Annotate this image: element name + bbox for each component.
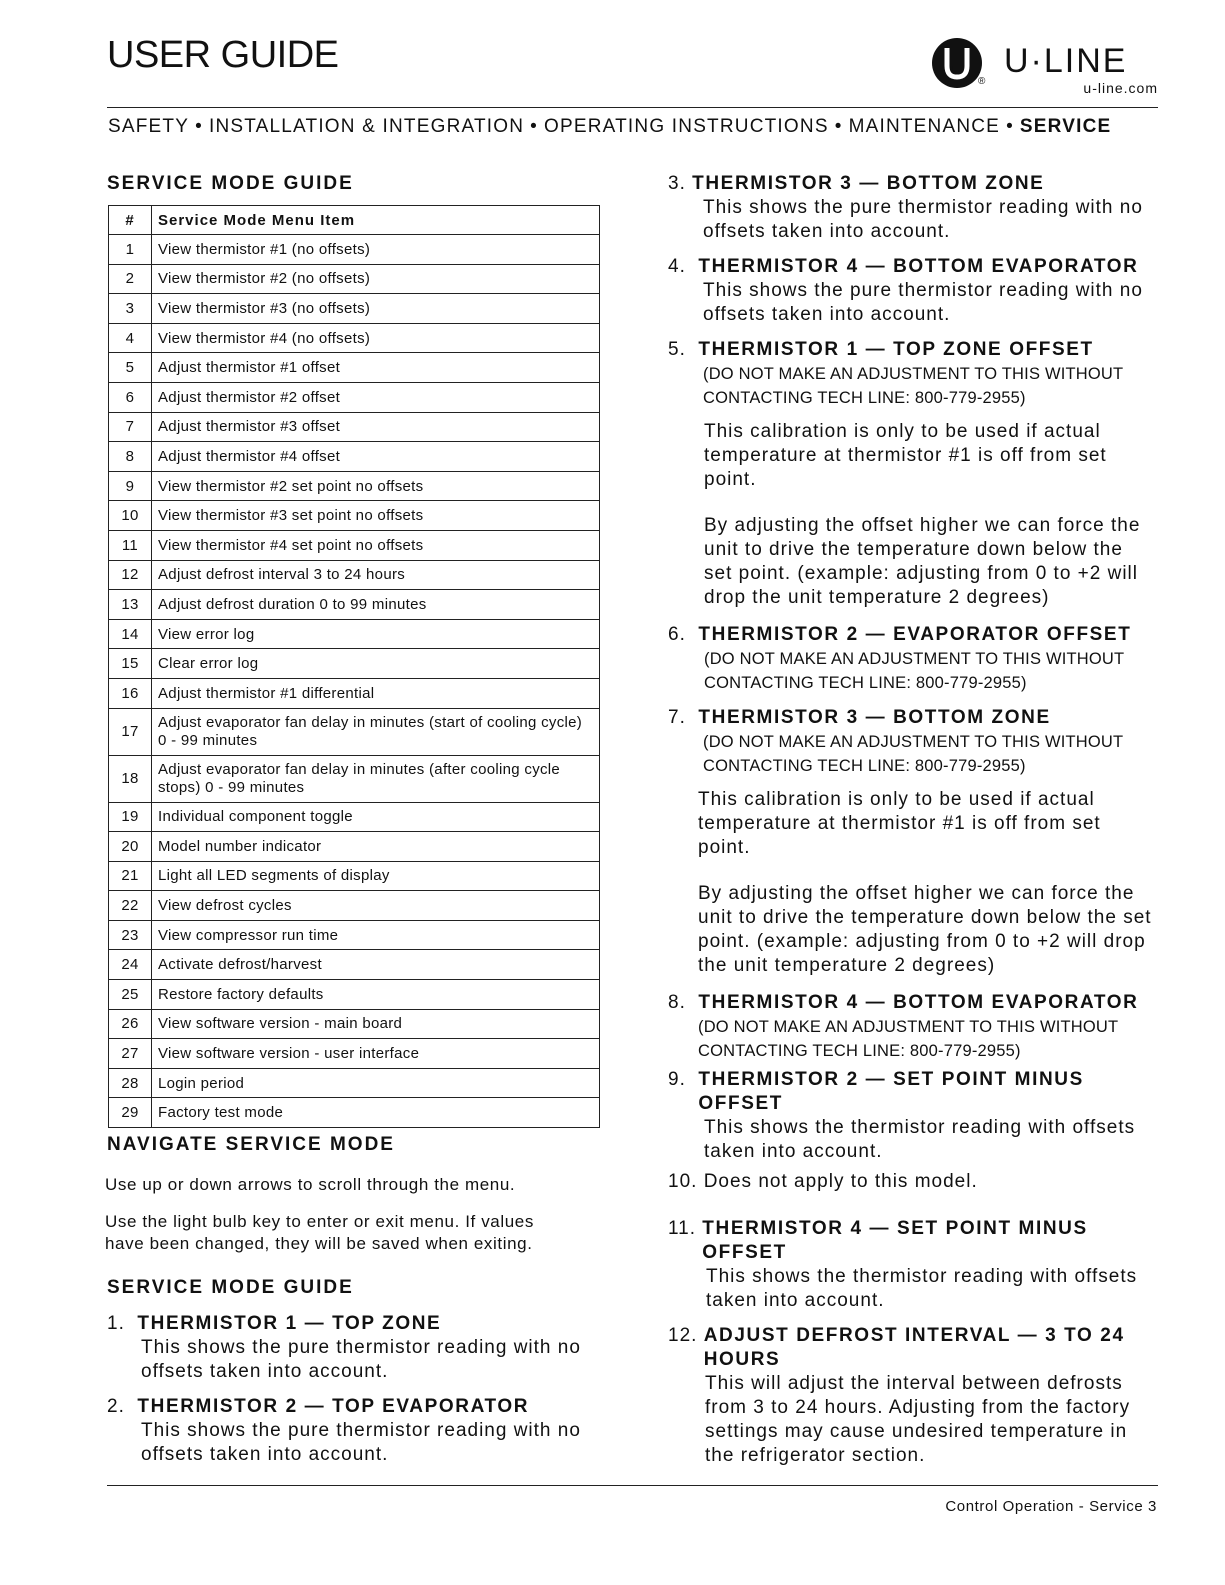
table-row (109, 708, 600, 755)
item-text: This shows the thermistor reading with offsets taken into account. (706, 1266, 1138, 1311)
item-warning-note: (DO NOT MAKE AN ADJUSTMENT TO THIS WITHOUT CONTACTING TECH LINE: 800-779-2955) (704, 650, 1125, 692)
item-text: Does not apply to this model. (703, 1171, 978, 1192)
guide-item (668, 991, 1160, 1063)
row-menu-item: Adjust thermistor #4 offset (152, 442, 600, 472)
service-mode-table (108, 205, 600, 1128)
row-menu-item: View error log (152, 619, 600, 649)
row-menu-item: Adjust thermistor #1 differential (152, 678, 600, 708)
guide-title: SERVICE MODE GUIDE (107, 1277, 354, 1298)
row-menu-item: View software version - user interface (152, 1039, 600, 1069)
row-number: 16 (109, 678, 152, 708)
item-number: 10. (668, 1171, 698, 1192)
item-paragraph: This calibration is only to be used if actual temperature at thermistor #1 is off from set point. (704, 421, 1107, 490)
row-number: 9 (109, 471, 152, 501)
row-menu-item: View thermistor #3 set point no offsets (152, 501, 600, 531)
row-number: 7 (109, 412, 152, 442)
row-menu-item: Adjust evaporator fan delay in minutes (after cooling cycle stops) 0 - 99 minutes (152, 755, 600, 802)
row-menu-item: View thermistor #2 set point no offsets (152, 471, 600, 501)
item-heading: THERMISTOR 2 — EVAPORATOR OFFSET (698, 624, 1132, 645)
row-number: 26 (109, 1009, 152, 1039)
item-text: This shows the pure thermistor reading with no offsets taken into account. (703, 197, 1143, 242)
row-number: 28 (109, 1068, 152, 1098)
item-paragraph: This calibration is only to be used if actual temperature at thermistor #1 is off from set point. (698, 789, 1101, 858)
footer-divider (107, 1485, 1158, 1486)
row-number: 22 (109, 891, 152, 921)
item-number: 1. (107, 1313, 125, 1334)
nav-separator: • (834, 116, 843, 137)
row-menu-item: Individual component toggle (152, 802, 600, 832)
row-menu-item: Login period (152, 1068, 600, 1098)
table-row (109, 980, 600, 1010)
item-number: 6. (668, 624, 686, 645)
guide-item (668, 623, 1158, 695)
row-number: 15 (109, 649, 152, 679)
navigate-title: NAVIGATE SERVICE MODE (107, 1134, 395, 1155)
row-menu-item: View software version - main board (152, 1009, 600, 1039)
table-row (109, 1009, 600, 1039)
item-warning-note: (DO NOT MAKE AN ADJUSTMENT TO THIS WITHOUT CONTACTING TECH LINE: 800-779-2955) (698, 1018, 1119, 1060)
guide-item (668, 1170, 1158, 1194)
item-paragraph: By adjusting the offset higher we can force the unit to drive the temperature down below the set point. (example: adjusting from 0 to +2 will drop the unit temperature 2 degrees) (698, 883, 1152, 976)
row-menu-item: Activate defrost/harvest (152, 950, 600, 980)
item-paragraph: By adjusting the offset higher we can force the unit to drive the temperature down below the set point. (example: adjusting from 0 to +2 will drop the unit temperature 2 degrees) (704, 515, 1141, 608)
navigate-instructions-enter (105, 1211, 534, 1255)
row-menu-item: Model number indicator (152, 832, 600, 862)
nav-item-service-active: SERVICE (1019, 116, 1112, 137)
row-menu-item: Restore factory defaults (152, 980, 600, 1010)
row-number: 12 (109, 560, 152, 590)
table-row (109, 678, 600, 708)
page-footer: Control Operation - Service 3 (945, 1498, 1157, 1515)
item-number: 9. (668, 1069, 686, 1090)
row-number: 25 (109, 980, 152, 1010)
nav-item-safety: SAFETY (108, 116, 190, 137)
guide-item (668, 338, 1158, 610)
table-row (109, 590, 600, 620)
page-title: USER GUIDE (107, 34, 339, 76)
row-number: 3 (109, 294, 152, 324)
table-row (109, 802, 600, 832)
table-row (109, 649, 600, 679)
item-heading: THERMISTOR 1 — TOP ZONE (137, 1313, 442, 1334)
row-menu-item: Clear error log (152, 649, 600, 679)
table-row (109, 412, 600, 442)
item-heading: THERMISTOR 3 — BOTTOM ZONE (692, 173, 1045, 194)
nav-item-installation: INSTALLATION & INTEGRATION (208, 116, 525, 137)
row-menu-item: View thermistor #4 set point no offsets (152, 530, 600, 560)
column-header-item: Service Mode Menu Item (152, 206, 600, 235)
row-number: 24 (109, 950, 152, 980)
row-number: 29 (109, 1098, 152, 1128)
nav-item-maintenance: MAINTENANCE (848, 116, 1001, 137)
item-text: This shows the pure thermistor reading with no offsets taken into account. (141, 1337, 581, 1382)
item-warning-note: (DO NOT MAKE AN ADJUSTMENT TO THIS WITHOUT CONTACTING TECH LINE: 800-779-2955) (703, 733, 1124, 775)
item-heading: THERMISTOR 4 — BOTTOM EVAPORATOR (698, 992, 1139, 1013)
item-number: 12. (668, 1325, 698, 1346)
row-number: 4 (109, 323, 152, 353)
table-row (109, 619, 600, 649)
row-menu-item: Light all LED segments of display (152, 861, 600, 891)
item-text: This will adjust the interval between defrosts from 3 to 24 hours. Adjusting from the factory settings may cause undesired temperature in the refrigerator section. (705, 1373, 1131, 1466)
row-number: 17 (109, 708, 152, 755)
item-number: 7. (668, 707, 686, 728)
row-menu-item: Adjust evaporator fan delay in minutes (start of cooling cycle) 0 - 99 minutes (152, 708, 600, 755)
row-menu-item: View compressor run time (152, 920, 600, 950)
row-menu-item: Factory test mode (152, 1098, 600, 1128)
row-number: 14 (109, 619, 152, 649)
row-number: 10 (109, 501, 152, 531)
row-menu-item: View defrost cycles (152, 891, 600, 921)
table-row (109, 294, 600, 324)
item-text: This shows the pure thermistor reading with no offsets taken into account. (703, 280, 1143, 325)
guide-item (668, 1324, 1158, 1468)
item-number: 11. (668, 1218, 697, 1239)
item-number: 5. (668, 339, 686, 360)
item-text: This shows the thermistor reading with offsets taken into account. (704, 1117, 1136, 1162)
table-row (109, 891, 600, 921)
item-heading: THERMISTOR 2 — TOP EVAPORATOR (137, 1396, 530, 1417)
table-title: SERVICE MODE GUIDE (107, 173, 354, 194)
navigate-line: Use the light bulb key to enter or exit menu. If values (105, 1212, 534, 1231)
guide-item (668, 706, 1158, 978)
item-number: 2. (107, 1396, 125, 1417)
row-number: 1 (109, 235, 152, 265)
table-header-row (109, 206, 600, 235)
row-menu-item: View thermistor #1 (no offsets) (152, 235, 600, 265)
table-row (109, 1039, 600, 1069)
row-menu-item: Adjust thermistor #3 offset (152, 412, 600, 442)
row-menu-item: Adjust thermistor #2 offset (152, 382, 600, 412)
row-number: 13 (109, 590, 152, 620)
table-row (109, 442, 600, 472)
row-number: 20 (109, 832, 152, 862)
item-heading: ADJUST DEFROST INTERVAL — 3 TO 24 HOURS (703, 1325, 1125, 1370)
guide-item (107, 1395, 597, 1467)
row-menu-item: View thermistor #2 (no offsets) (152, 264, 600, 294)
row-number: 5 (109, 353, 152, 383)
row-number: 18 (109, 755, 152, 802)
item-heading: THERMISTOR 3 — BOTTOM ZONE (698, 707, 1051, 728)
table-row (109, 471, 600, 501)
item-heading: THERMISTOR 4 — SET POINT MINUS OFFSET (702, 1218, 1088, 1263)
table-row (109, 1098, 600, 1128)
nav-separator: • (195, 116, 203, 137)
table-row (109, 501, 600, 531)
item-number: 4. (668, 256, 686, 277)
brand-logo (930, 36, 1162, 98)
table-row (109, 950, 600, 980)
table-row (109, 235, 600, 265)
guide-item (668, 172, 1158, 244)
table-row (109, 530, 600, 560)
item-warning-note: (DO NOT MAKE AN ADJUSTMENT TO THIS WITHOUT CONTACTING TECH LINE: 800-779-2955) (703, 365, 1124, 407)
brand-url: u-line.com (1083, 80, 1158, 96)
row-menu-item: Adjust defrost interval 3 to 24 hours (152, 560, 600, 590)
u-line-logo-icon (930, 36, 984, 90)
nav-separator: • (530, 116, 539, 137)
table-row (109, 832, 600, 862)
row-number: 27 (109, 1039, 152, 1069)
row-number: 2 (109, 264, 152, 294)
item-heading: THERMISTOR 1 — TOP ZONE OFFSET (698, 339, 1094, 360)
row-number: 23 (109, 920, 152, 950)
table-row (109, 264, 600, 294)
table-row (109, 1068, 600, 1098)
row-menu-item: View thermistor #4 (no offsets) (152, 323, 600, 353)
registered-mark: ® (978, 76, 986, 87)
row-number: 6 (109, 382, 152, 412)
item-text: This shows the pure thermistor reading with no offsets taken into account. (141, 1420, 581, 1465)
row-number: 19 (109, 802, 152, 832)
item-number: 8. (668, 992, 686, 1013)
item-number: 3. (668, 173, 686, 194)
guide-item (668, 1068, 1158, 1164)
table-row (109, 323, 600, 353)
brand-wordmark: U·LINE (1004, 42, 1128, 80)
item-heading: THERMISTOR 2 — SET POINT MINUS OFFSET (698, 1069, 1084, 1114)
row-menu-item: Adjust thermistor #1 offset (152, 353, 600, 383)
header-divider (107, 107, 1158, 108)
section-breadcrumb (108, 116, 1158, 138)
row-number: 8 (109, 442, 152, 472)
table-row (109, 920, 600, 950)
row-number: 21 (109, 861, 152, 891)
table-row (109, 861, 600, 891)
row-number: 11 (109, 530, 152, 560)
nav-separator: • (1006, 116, 1014, 137)
guide-item (668, 1217, 1158, 1313)
table-row (109, 382, 600, 412)
row-menu-item: View thermistor #3 (no offsets) (152, 294, 600, 324)
guide-item (107, 1312, 597, 1384)
navigate-instructions-scroll: Use up or down arrows to scroll through the menu. (105, 1175, 516, 1194)
column-header-number: # (109, 206, 152, 235)
item-heading: THERMISTOR 4 — BOTTOM EVAPORATOR (698, 256, 1139, 277)
guide-item (668, 255, 1158, 327)
table-row (109, 353, 600, 383)
row-menu-item: Adjust defrost duration 0 to 99 minutes (152, 590, 600, 620)
nav-item-operating: OPERATING INSTRUCTIONS (544, 116, 829, 137)
navigate-line: have been changed, they will be saved when exiting. (105, 1234, 533, 1253)
table-row (109, 755, 600, 802)
table-row (109, 560, 600, 590)
